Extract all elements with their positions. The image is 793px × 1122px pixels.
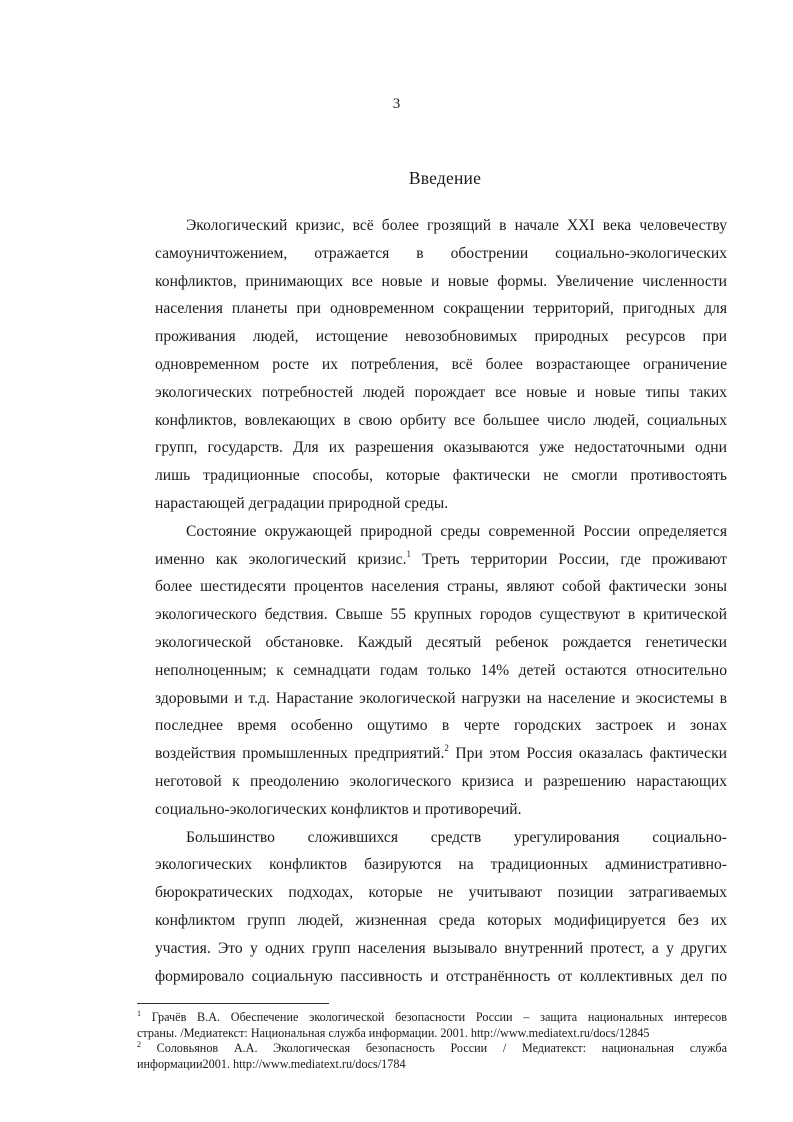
footnote-separator — [137, 1003, 329, 1004]
text-line: последнее время особенно ощутимо в черте городских застроек и зонах — [155, 717, 727, 735]
footnote-line: страны. /Медиатекст: Национальная служба информации. 2001. http://www.mediatext.ru/docs/12845 — [137, 1025, 650, 1040]
footnote-mark: 2 — [137, 1040, 141, 1049]
text-line: формировало социальную пассивность и отстранённость от коллективных дел по — [155, 967, 727, 985]
text-line: проживания людей, истощение невозобновимых природных ресурсов при — [155, 328, 727, 346]
text-line-with-footnote — [155, 546, 727, 574]
paragraph-3 — [155, 824, 727, 991]
text-line: неготовой к преодолению экологического кризиса и разрешению нарастающих — [155, 772, 727, 790]
text-line: бюрократических подходах, которые не учитывают позиции затрагиваемых — [155, 884, 727, 902]
text-run: воздействия промышленных предприятий. — [155, 745, 445, 763]
text-line: экологического бедствия. Свыше 55 крупных городов существуют в критической — [155, 606, 727, 624]
text-line: экологических конфликтов базируются на традиционных административно- — [155, 856, 727, 874]
footnote-ref-2: 2 — [444, 743, 449, 754]
text-line: экологических потребностей людей порождает все новые и новые типы таких — [155, 383, 727, 401]
text-line: Экологический кризис, всё более грозящий в начале XXI века человечеству — [186, 217, 727, 234]
text-line: Состояние окружающей природной среды современной России определяется — [186, 522, 727, 540]
footnote-text: Грачёв В.А. Обеспечение экологической безопасности России – защита национальных интересов — [151, 1010, 727, 1024]
text-line: нарастающей деградации природной среды. — [155, 494, 449, 512]
footnote-line — [137, 1010, 727, 1026]
text-line: неполноценным; к семнадцати годам только 14% детей остаются относительно — [155, 661, 727, 679]
paragraph-1 — [155, 212, 727, 518]
paragraph-2 — [155, 518, 727, 824]
page-number: 3 — [392, 96, 401, 112]
footnote-2 — [137, 1041, 727, 1072]
text-line: конфликтом групп людей, жизненная среда которых модифицируется без их — [155, 911, 727, 929]
text-line: участия. Это у одних групп населения вызывало внутренний протест, а у других — [155, 939, 727, 957]
text-line: групп, государств. Для их разрешения оказываются уже недостаточными одни — [155, 439, 727, 457]
text-run: именно как экологический кризис. — [155, 550, 407, 568]
footnotes — [137, 1010, 727, 1072]
footnote-mark: 1 — [137, 1009, 141, 1018]
text-line: конфликтов, вовлекающих в свою орбиту все большее число людей, социальных — [155, 411, 727, 429]
footnote-ref-1: 1 — [406, 548, 411, 559]
footnote-1 — [137, 1010, 727, 1041]
text-run: Треть территории России, где проживают — [422, 550, 727, 568]
text-line: здоровыми и т.д. Нарастание экологической нагрузки на население и экосистемы в — [155, 689, 727, 707]
footnote-line: информации2001. http://www.mediatext.ru/docs/1784 — [137, 1056, 406, 1071]
footnote-line — [137, 1041, 727, 1057]
text-line: одновременном росте их потребления, всё более возрастающее ограничение — [155, 355, 727, 373]
text-line: населения планеты при одновременном сокращении территорий, пригодных для — [155, 300, 727, 318]
text-line: самоуничтожением, отражается в обострении социально-экологических — [155, 244, 727, 262]
text-run: При этом Россия оказалась фактически — [455, 745, 728, 763]
text-line: социально-экологических конфликтов и противоречий. — [155, 800, 522, 818]
text-line: экологической обстановке. Каждый десятый ребенок рождается генетически — [155, 633, 727, 651]
text-line: Большинство сложившихся средств урегулирования социально- — [186, 828, 727, 846]
section-heading: Введение — [408, 168, 482, 188]
body-text — [155, 212, 727, 990]
text-line: конфликтов, принимающих все новые и новые формы. Увеличение численности — [155, 272, 727, 290]
text-line: лишь традиционные способы, которые фактически не смогли противостоять — [155, 467, 727, 485]
text-line-with-footnote — [155, 740, 727, 768]
footnote-text: Соловьянов А.А. Экологическая безопасность России / Медиатекст: национальная служба — [156, 1041, 727, 1055]
text-line: более шестидесяти процентов населения страны, являют собой фактически зоны — [155, 578, 727, 596]
